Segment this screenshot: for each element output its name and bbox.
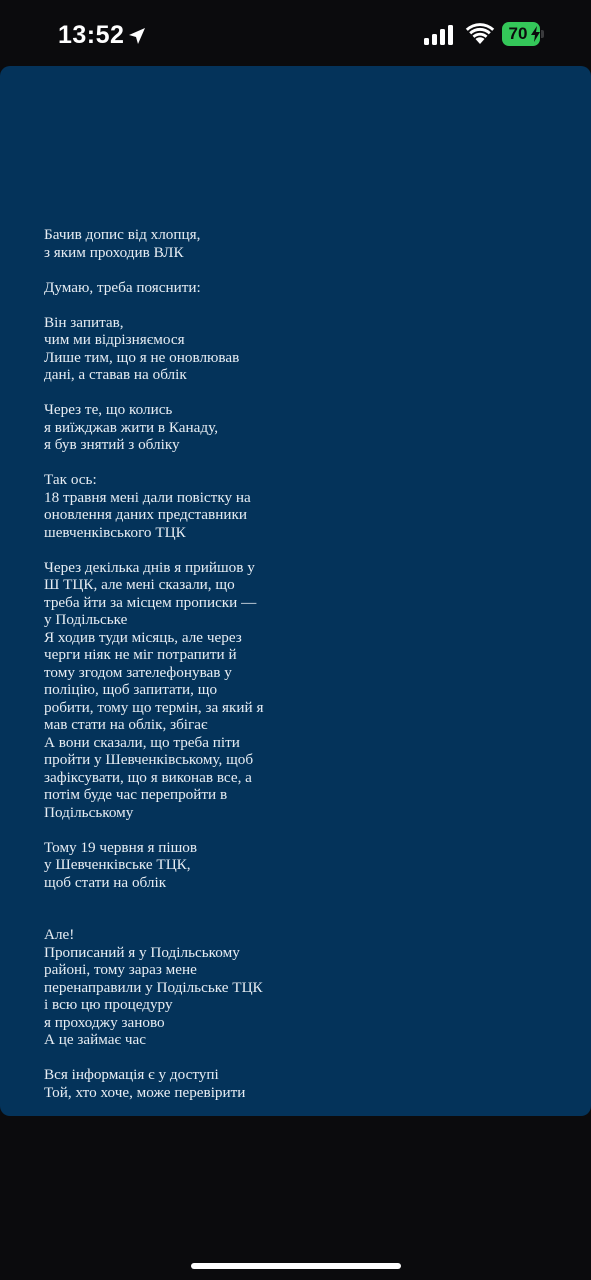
story-line: я виїжджав жити в Канаду, bbox=[44, 418, 219, 436]
story-line: у Подільське bbox=[44, 611, 128, 628]
story-line: поліцію, щоб запитати, що bbox=[44, 681, 218, 698]
status-bar bbox=[0, 0, 591, 66]
story-line: А вони сказали, що треба піти bbox=[44, 733, 240, 751]
story-line: А це займає час bbox=[44, 1031, 146, 1048]
story-line: я проходжу заново bbox=[44, 1013, 165, 1031]
battery-level: 70 bbox=[508, 24, 528, 43]
battery-cap bbox=[541, 30, 544, 38]
story-line: Бачив допис від хлопця, bbox=[44, 226, 201, 243]
story-line: треба йти за місцем прописки — bbox=[44, 593, 257, 611]
story-line: пройти у Шевченківському, щоб bbox=[44, 751, 254, 768]
story-line: Він запитав, bbox=[44, 313, 124, 331]
story-line: мав стати на облік, збігає bbox=[44, 716, 208, 733]
story-line: тому згодом зателефонував у bbox=[44, 663, 232, 681]
story-line: зафіксувати, що я виконав все, а bbox=[44, 768, 252, 786]
story-line: Так ось: bbox=[44, 471, 97, 488]
story-line: оновлення даних представники bbox=[44, 506, 247, 523]
story-line: Прописаний я у Подільському bbox=[44, 943, 240, 961]
story-line: Тому 19 червня я пішов bbox=[44, 838, 198, 856]
story-line: шевченківського ТЦК bbox=[44, 523, 186, 541]
story-line: Але! bbox=[44, 926, 75, 943]
story-line: Через те, що колись bbox=[44, 401, 173, 418]
story-line: потім буде час перепройти в bbox=[44, 786, 228, 803]
story-line: робити, тому що термін, за який я bbox=[44, 698, 264, 716]
story-line: Лише тим, що я не оновлював bbox=[44, 348, 240, 366]
story-line: Подільському bbox=[44, 803, 134, 821]
status-time: 13:52 bbox=[58, 21, 125, 49]
location-arrow-icon bbox=[127, 26, 147, 46]
story-line: я був знятий з обліку bbox=[44, 436, 180, 453]
story-line: Думаю, треба пояснити: bbox=[44, 278, 201, 296]
cellular-signal-icon bbox=[424, 25, 456, 45]
story-line: перенаправили у Подільське ТЦК bbox=[44, 978, 263, 996]
story-line: щоб стати на облік bbox=[44, 873, 167, 891]
home-indicator[interactable] bbox=[191, 1263, 401, 1269]
story-line: у Шевченківське ТЦК, bbox=[44, 856, 191, 873]
story-line: з яким проходив ВЛК bbox=[44, 243, 184, 261]
story-line: Той, хто хоче, може перевірити bbox=[44, 1083, 246, 1101]
battery-icon bbox=[502, 22, 544, 46]
story-line: Я ходив туди місяць, але через bbox=[44, 628, 242, 646]
charging-bolt-icon bbox=[531, 26, 540, 42]
story-line: районі, тому зараз мене bbox=[44, 961, 197, 978]
story-line: чим ми відрізняємося bbox=[44, 331, 185, 348]
story-line: Вся інформація є у доступі bbox=[44, 1066, 219, 1083]
story-line: дані, а ставав на облік bbox=[44, 366, 187, 383]
story-line: і всю цю процедуру bbox=[44, 996, 173, 1013]
story-card[interactable] bbox=[0, 66, 591, 1116]
wifi-icon bbox=[465, 22, 495, 46]
story-line: 18 травня мені дали повістку на bbox=[44, 488, 251, 506]
story-line: Через декілька днів я прийшов у bbox=[44, 558, 255, 576]
story-line: черги ніяк не міг потрапити й bbox=[44, 646, 237, 663]
story-text bbox=[44, 226, 304, 1101]
story-line: Ш ТЦК, але мені сказали, що bbox=[44, 576, 235, 593]
